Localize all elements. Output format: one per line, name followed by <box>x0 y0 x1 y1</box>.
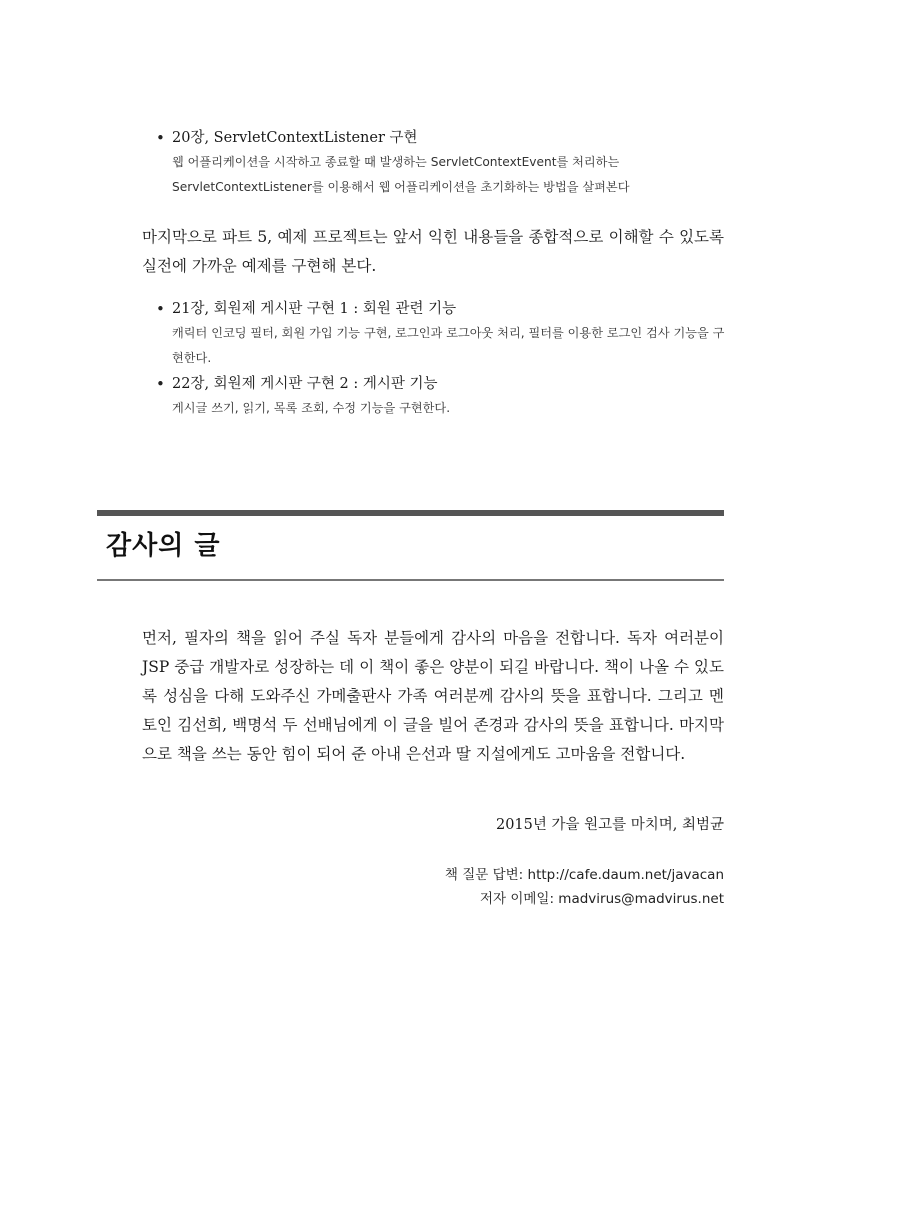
part5-intro-paragraph: 마지막으로 파트 5, 예제 프로젝트는 앞서 익힌 내용들을 종합적으로 이해할 수 있도록 실전에 가까운 예제를 구현해 본다. <box>142 228 724 275</box>
chapter-item-20 <box>156 127 726 200</box>
chapter-description: 웹 어플리케이션을 시작하고 종료할 때 발생하는 ServletContextEvent를 처리하는 ServletContextListener를 이용해서 웹 어플리케이션을 초기화하는 방법을 살펴본다 <box>172 155 630 194</box>
chapter-list-part4 <box>156 127 726 200</box>
contact-info <box>445 863 724 911</box>
acknowledgement-paragraph: 먼저, 필자의 책을 읽어 주실 독자 분들에게 감사의 마음을 전합니다. 독자 여러분이 JSP 중급 개발자로 성장하는 데 이 책이 좋은 양분이 되길 바랍니다. 책이 나올 수 있도록 성심을 다해 도와주신 가메출판사 가족 여러분께 감사의 뜻을 표합니다. 그리고 멘토인 김선희, 백명석 두 선배님에게 이 글을 빌어 존경과 감사의 뜻을 표합니다. 마지막으로 책을 쓰는 동안 힘이 되어 준 아내 은선과 딸 지설에게도 고마움을 전합니다. <box>142 629 724 763</box>
chapter-description: 캐릭터 인코딩 필터, 회원 가입 기능 구현, 로그인과 로그아웃 처리, 필터를 이용한 로그인 검사 기능을 구현한다. <box>172 326 725 365</box>
section-top-rule <box>97 510 724 516</box>
chapter-title: 22장, 회원제 게시판 구현 2 : 게시판 기능 <box>172 376 438 392</box>
section-title: 감사의 글 <box>106 531 221 561</box>
author-email: 저자 이메일: madvirus@madvirus.net <box>479 891 724 907</box>
chapter-title: 20장, ServletContextListener 구현 <box>172 130 418 146</box>
bullet-icon: • <box>156 129 165 147</box>
bullet-icon: • <box>156 300 165 318</box>
bullet-icon: • <box>156 375 165 393</box>
chapter-title: 21장, 회원제 게시판 구현 1 : 회원 관련 기능 <box>172 301 457 317</box>
chapter-description: 게시글 쓰기, 읽기, 목록 조회, 수정 기능을 구현한다. <box>172 401 451 415</box>
section-bottom-rule <box>97 579 724 581</box>
qna-url: 책 질문 답변: http://cafe.daum.net/javacan <box>444 867 724 883</box>
chapter-list-part5 <box>156 298 726 421</box>
author-signature: 2015년 가을 원고를 마치며, 최범균 <box>495 817 724 833</box>
chapter-item-22 <box>156 373 726 421</box>
chapter-item-21 <box>156 298 726 371</box>
